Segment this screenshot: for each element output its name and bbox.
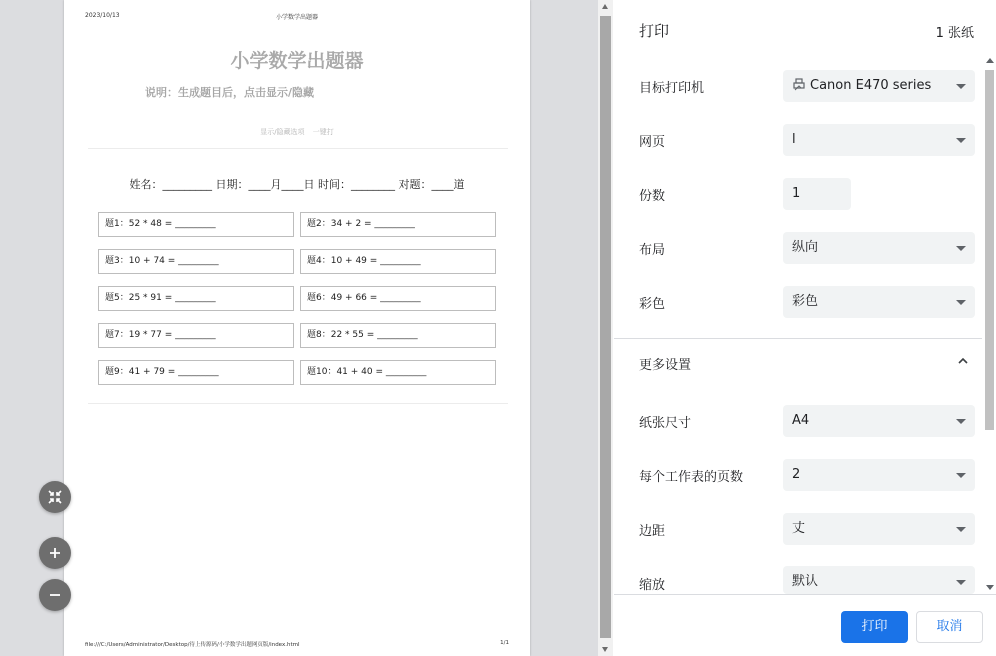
pages-per-sheet-value: 2 xyxy=(792,467,801,482)
scroll-down-arrow-icon[interactable] xyxy=(602,647,608,652)
toggle-options-link: 显示/隐藏选项 xyxy=(260,128,305,136)
preview-scrollbar[interactable] xyxy=(598,0,613,656)
pages-select[interactable] xyxy=(783,124,975,156)
question-box: 题8：22 * 55 = _________ xyxy=(300,323,496,348)
chevron-down-icon xyxy=(956,84,966,89)
chevron-up-icon[interactable] xyxy=(958,356,968,366)
cancel-button[interactable]: 取消 xyxy=(916,611,983,643)
question-box: 题5：25 * 91 = _________ xyxy=(98,286,294,311)
more-settings-toggle[interactable]: 更多设置 xyxy=(639,358,692,373)
pages-label: 网页 xyxy=(639,135,666,150)
plus-icon xyxy=(47,545,63,561)
page-footer-number: 1/1 xyxy=(500,640,509,646)
chevron-down-icon xyxy=(956,246,966,251)
student-info-line: 姓名：_________ 日期：____月____日 时间：________ 对题：____道 xyxy=(129,178,465,191)
pages-per-sheet-label: 每个工作表的页数 xyxy=(639,470,744,485)
divider xyxy=(88,403,508,404)
panel-title: 打印 xyxy=(639,22,670,40)
question-box: 题6：49 + 66 = _________ xyxy=(300,286,496,311)
chevron-down-icon xyxy=(956,419,966,424)
zoom-out-button[interactable] xyxy=(39,579,71,611)
divider xyxy=(88,148,508,149)
chevron-down-icon xyxy=(956,473,966,478)
destination-value: Canon E470 series xyxy=(810,78,932,93)
fit-to-page-icon xyxy=(47,489,63,505)
chevron-down-icon xyxy=(956,580,966,585)
print-settings-panel xyxy=(614,0,996,656)
printer-icon xyxy=(792,77,806,91)
question-box: 题1：52 * 48 = _________ xyxy=(98,212,294,237)
scroll-down-arrow-icon[interactable] xyxy=(986,585,994,590)
chevron-down-icon xyxy=(956,300,966,305)
margins-label: 边距 xyxy=(639,524,666,539)
pages-value: l xyxy=(792,132,796,147)
page-header-title: 小学数学出题器 xyxy=(275,14,318,21)
print-button[interactable]: 打印 xyxy=(841,611,908,643)
scale-value: 默认 xyxy=(792,574,819,589)
chevron-down-icon xyxy=(956,527,966,532)
layout-value: 纵向 xyxy=(792,240,819,255)
question-box: 题9：41 + 79 = _________ xyxy=(98,360,294,385)
scroll-up-arrow-icon[interactable] xyxy=(602,4,608,9)
copies-input[interactable]: 1 xyxy=(783,178,851,210)
one-click-link: 一键打 xyxy=(312,128,334,136)
scale-label: 缩放 xyxy=(639,578,666,593)
settings-scrollbar[interactable] xyxy=(984,56,996,592)
pages-per-sheet-select[interactable] xyxy=(783,459,975,491)
paper-size-select[interactable] xyxy=(783,405,975,437)
chevron-down-icon xyxy=(956,138,966,143)
layout-label: 布局 xyxy=(639,243,666,258)
margins-select[interactable] xyxy=(783,513,975,545)
color-label: 彩色 xyxy=(639,297,666,312)
paper-size-value: A4 xyxy=(792,413,810,428)
divider xyxy=(614,338,982,339)
minus-icon xyxy=(47,587,63,603)
scroll-up-arrow-icon[interactable] xyxy=(986,58,994,63)
document-description: 说明：生成题目后，点击显示/隐藏 xyxy=(145,86,315,99)
paper-size-label: 纸张尺寸 xyxy=(639,416,692,431)
page-footer-path: file:///C:/Users/Administrator/Desktop/待上传源码/小学数学出题网页版/index.html xyxy=(85,642,300,648)
scale-select[interactable] xyxy=(783,566,975,594)
copies-label: 份数 xyxy=(639,189,666,204)
margins-value: 丈 xyxy=(792,521,806,536)
color-select[interactable] xyxy=(783,286,975,318)
sheet-count: 1 张纸 xyxy=(935,26,974,41)
question-box: 题10：41 + 40 = _________ xyxy=(300,360,496,385)
destination-select[interactable] xyxy=(783,70,975,102)
document-links xyxy=(64,127,530,137)
scrollbar-thumb[interactable] xyxy=(600,16,611,638)
footer-divider xyxy=(614,594,996,595)
question-box: 题2：34 + 2 = _________ xyxy=(300,212,496,237)
document-title: 小学数学出题器 xyxy=(230,50,364,72)
destination-label: 目标打印机 xyxy=(639,81,705,96)
scrollbar-thumb[interactable] xyxy=(985,70,994,430)
question-box: 题3：10 + 74 = _________ xyxy=(98,249,294,274)
zoom-in-button[interactable] xyxy=(39,537,71,569)
question-box: 题4：10 + 49 = _________ xyxy=(300,249,496,274)
preview-page xyxy=(64,0,530,656)
color-value: 彩色 xyxy=(792,294,819,309)
question-box: 题7：19 * 77 = _________ xyxy=(98,323,294,348)
layout-select[interactable] xyxy=(783,232,975,264)
fit-to-page-button[interactable] xyxy=(39,481,71,513)
page-header-date: 2023/10/13 xyxy=(85,12,120,19)
